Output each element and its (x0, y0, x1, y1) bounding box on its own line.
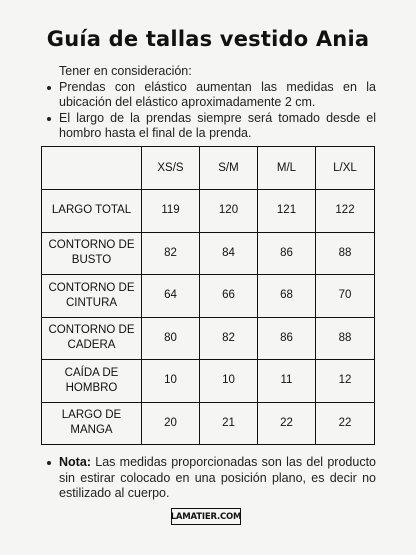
row-label: CONTORNO DE CINTURA (42, 275, 142, 318)
table-row (42, 232, 375, 275)
table-cell: 68 (258, 275, 316, 318)
considerations-list (44, 80, 376, 142)
row-label: CONTORNO DE CADERA (42, 317, 142, 360)
table-cell: 119 (142, 190, 200, 233)
table-cell: 22 (258, 402, 316, 445)
table-row (42, 190, 375, 233)
row-label: LARGO TOTAL (42, 190, 142, 233)
table-cell: 64 (142, 275, 200, 318)
size-chart-table (41, 146, 375, 445)
table-cell: 10 (200, 360, 258, 403)
table-cell: 20 (142, 402, 200, 445)
table-cell: 120 (200, 190, 258, 233)
table-cell: 86 (258, 232, 316, 275)
page-title: Guía de tallas vestido Ania (46, 27, 370, 51)
row-label: CONTORNO DE BUSTO (42, 232, 142, 275)
header-size-xs-s: XS/S (142, 147, 200, 190)
note-label: Nota: (59, 455, 91, 469)
header-size-m-l: M/L (258, 147, 316, 190)
table-cell: 22 (316, 402, 375, 445)
table-row (42, 275, 375, 318)
note-text: Las medidas proporcionadas son las del producto sin estirar colocado en una posición plano, es decir no estilizado al cuerpo. (59, 455, 376, 500)
brand-logo: LAMATIER.COM (171, 508, 241, 525)
row-label: CAÍDA DE HOMBRO (42, 360, 142, 403)
table-row (42, 317, 375, 360)
table-cell: 12 (316, 360, 375, 403)
table-cell: 80 (142, 317, 200, 360)
table-cell: 88 (316, 232, 375, 275)
table-row (42, 360, 375, 403)
table-row (42, 402, 375, 445)
table-cell: 82 (200, 317, 258, 360)
table-cell: 86 (258, 317, 316, 360)
header-corner-cell (42, 147, 142, 190)
table-cell: 82 (142, 232, 200, 275)
table-cell: 122 (316, 190, 375, 233)
table-header-row (42, 147, 375, 190)
table-cell: 10 (142, 360, 200, 403)
table-cell: 88 (316, 317, 375, 360)
measurement-note (44, 455, 376, 502)
table-cell: 11 (258, 360, 316, 403)
header-size-l-xl: L/XL (316, 147, 375, 190)
table-cell: 21 (200, 402, 258, 445)
table-cell: 66 (200, 275, 258, 318)
table-cell: 70 (316, 275, 375, 318)
consideration-item-elastic: Prendas con elástico aumentan las medidas en la ubicación del elástico aproximadamente 2 cm. (44, 80, 376, 111)
row-label: LARGO DE MANGA (42, 402, 142, 445)
considerations-intro: Tener en consideración: (59, 64, 192, 78)
considerations-section (44, 64, 376, 142)
table-cell: 84 (200, 232, 258, 275)
header-size-s-m: S/M (200, 147, 258, 190)
consideration-item-length: El largo de la prendas siempre será tomado desde el hombro hasta el final de la prenda. (44, 111, 376, 142)
table-cell: 121 (258, 190, 316, 233)
